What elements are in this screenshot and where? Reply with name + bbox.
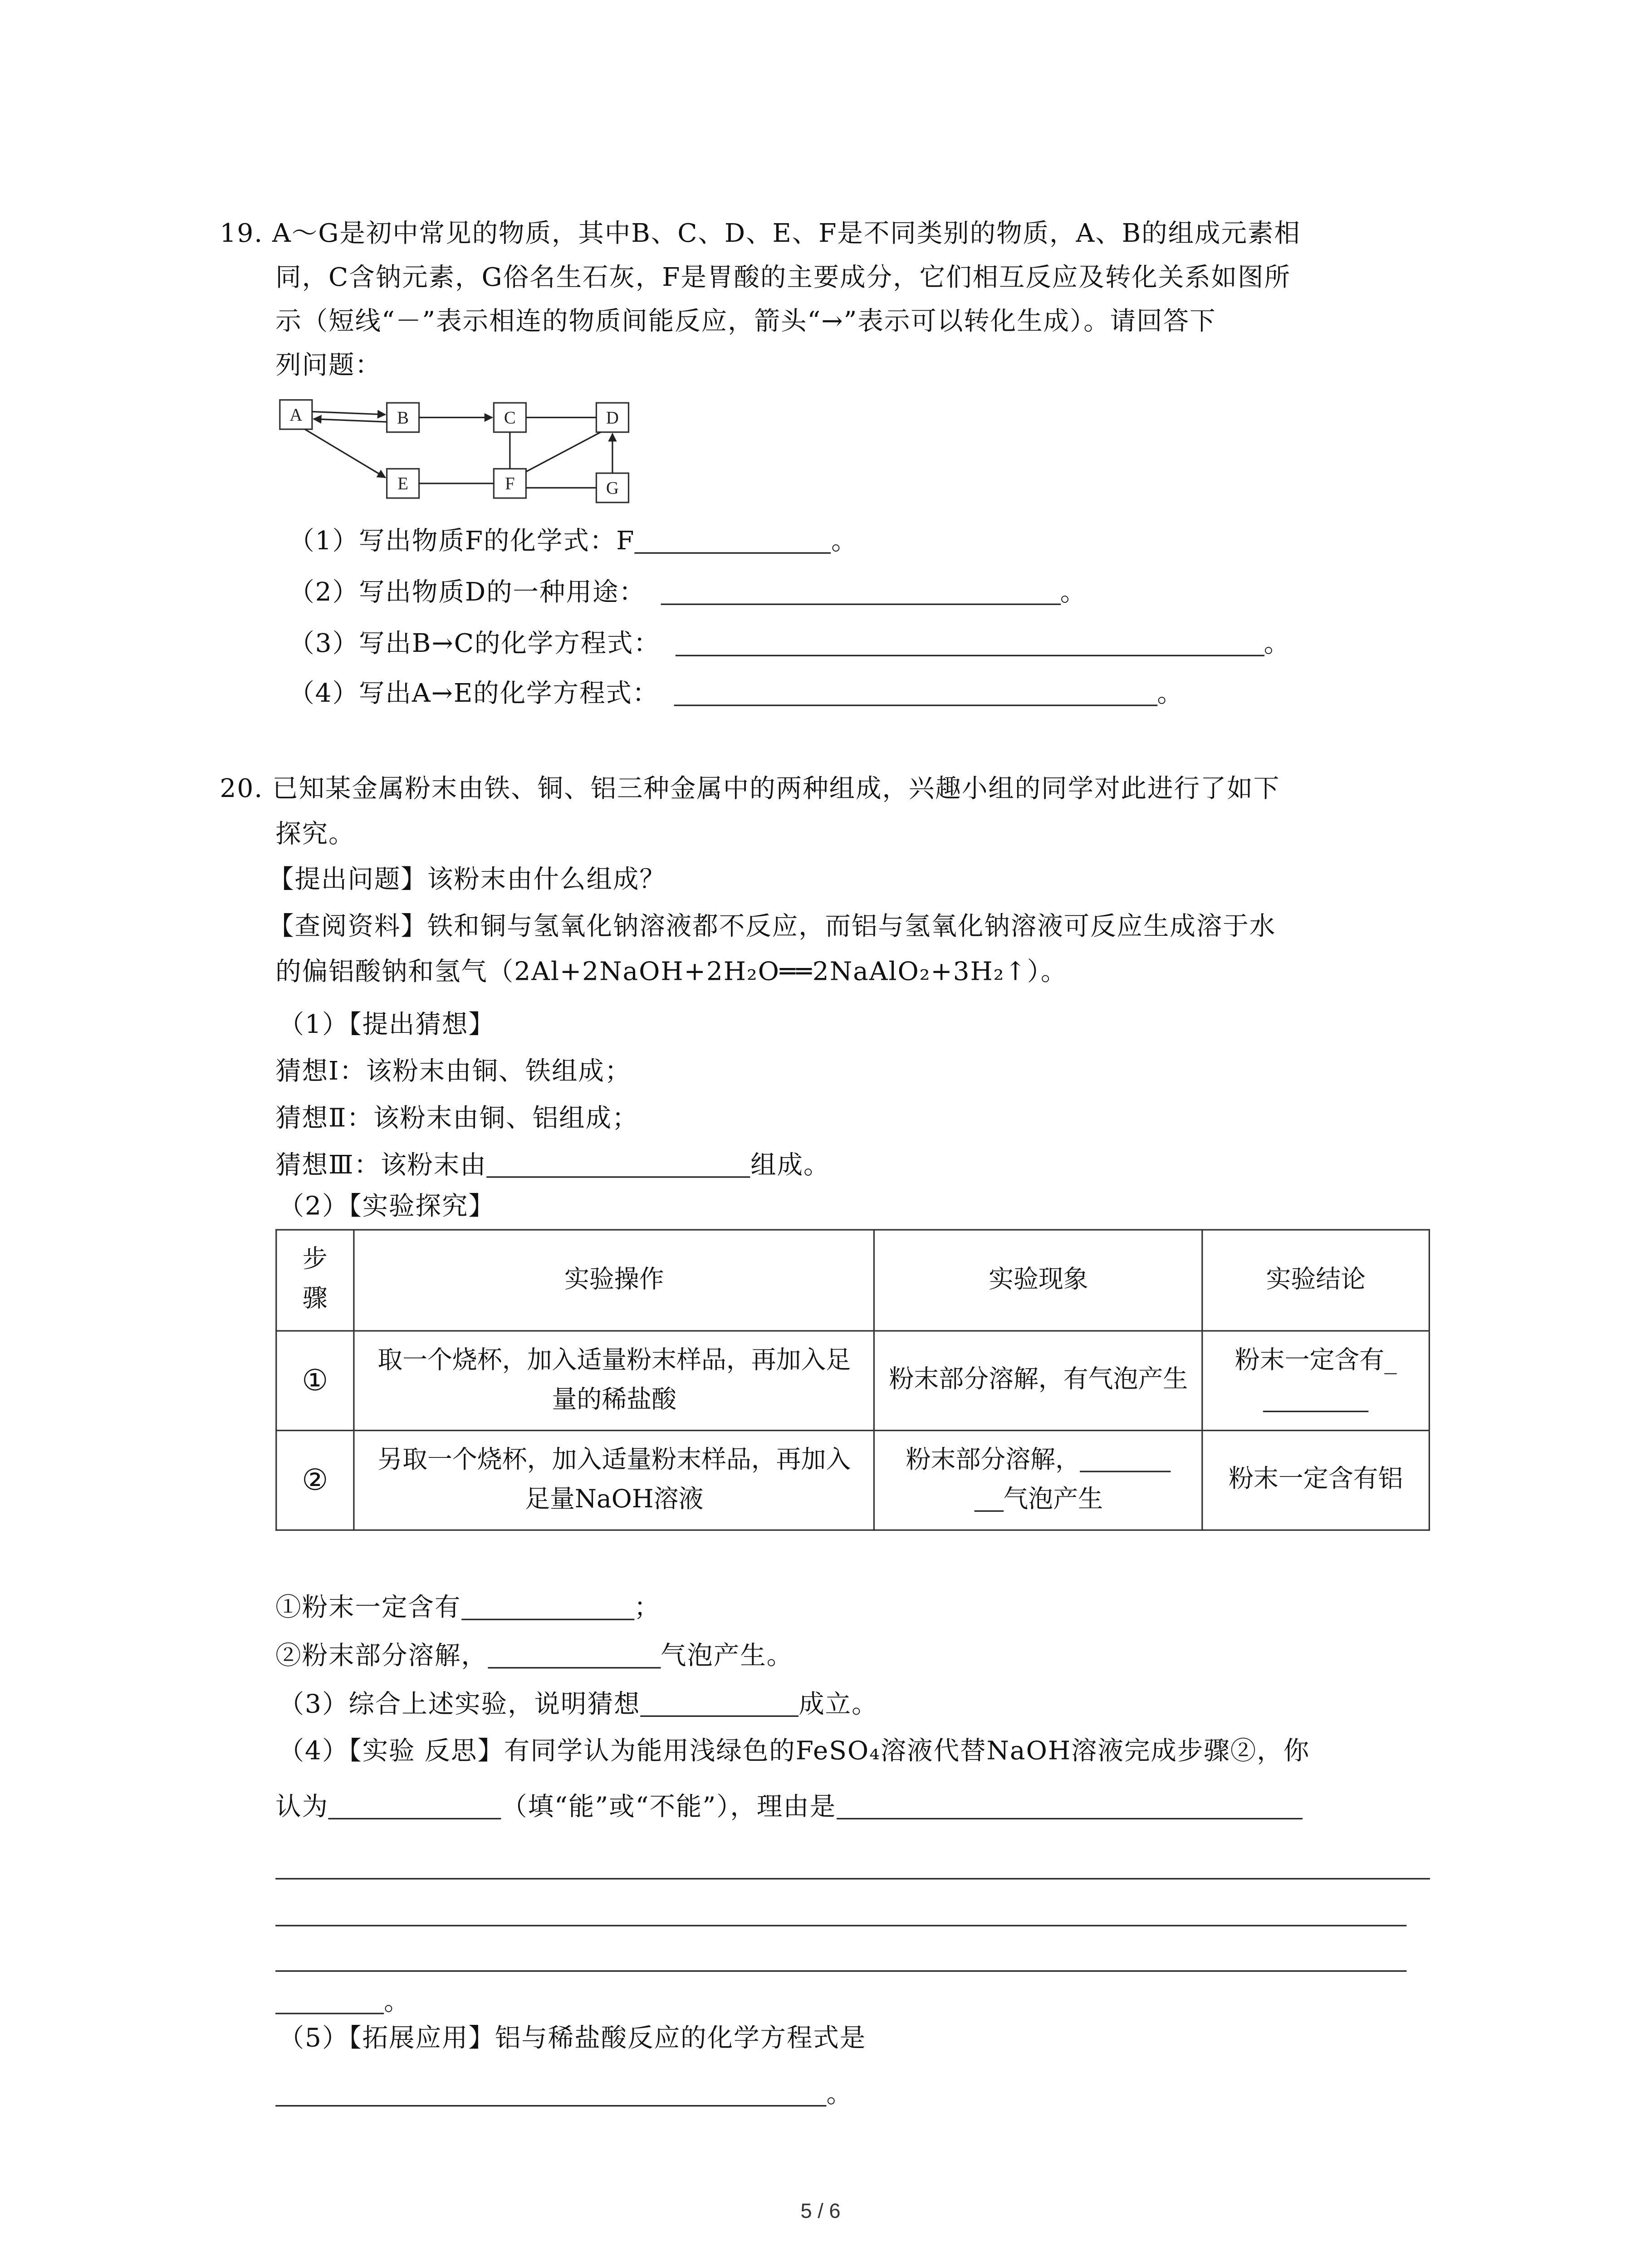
row-1-phenomenon: 粉末部分溶解，有气泡产生 xyxy=(875,1331,1202,1431)
q20-section-5-blank[interactable] xyxy=(275,2079,826,2107)
header-conclusion: 实验结论 xyxy=(1202,1230,1429,1331)
row-1-conclusion xyxy=(1202,1331,1429,1431)
answer-1-blank[interactable] xyxy=(461,1592,634,1620)
table-row xyxy=(276,1331,1430,1431)
period: 。 xyxy=(384,1988,411,2018)
row-1-conclusion-blank[interactable] xyxy=(1263,1383,1369,1411)
q19-line-2: 同，C含钠元素，G俗名生石灰，F是胃酸的主要成分，它们相互反应及转化关系如图所 xyxy=(275,264,1291,293)
q19-part-4-text: （4）写出A→E的化学方程式： xyxy=(289,679,659,709)
row-2-step: ② xyxy=(276,1431,354,1530)
row-2-phenomenon-text: 粉末部分溶解， xyxy=(906,1445,1080,1475)
q19-line-4: 列问题： xyxy=(275,352,382,381)
row-1-conclusion-text: 粉末一定含有_ xyxy=(1234,1345,1397,1375)
answer-2-blank[interactable] xyxy=(488,1641,661,1668)
node-f-label: F xyxy=(505,474,515,494)
guess-3-text: 猜想Ⅲ：该粉末由 xyxy=(275,1151,487,1181)
arrow-b-to-a xyxy=(314,419,387,422)
link-f-d xyxy=(526,432,601,472)
row-2-phenomenon-blank-b[interactable] xyxy=(974,1483,1004,1511)
answer-1-suffix: ； xyxy=(634,1593,661,1623)
q20-section-1: （1）【提出猜想】 xyxy=(278,1011,495,1040)
period: 。 xyxy=(1157,679,1184,709)
q20-section-4-answer-prefix: 认为 xyxy=(275,1793,329,1823)
row-1-operation: 取一个烧杯，加入适量粉末样品，再加入足量的稀盐酸 xyxy=(354,1331,875,1431)
table-header-row xyxy=(276,1230,1430,1331)
answer-rule-1[interactable] xyxy=(275,1878,1430,1879)
q20-info-1: 【查阅资料】铁和铜与氢氧化钠溶液都不反应，而铝与氢氧化钠溶液可反应生成溶于水 xyxy=(268,912,1276,942)
node-e-label: E xyxy=(397,474,408,494)
q20-section-5-answer xyxy=(275,2077,853,2112)
relationship-diagram xyxy=(273,393,654,510)
q20-section-4-answer xyxy=(275,1790,1430,1825)
q19-part-2 xyxy=(289,576,1087,611)
q20-section-5: （5）【拓展应用】铝与稀盐酸反应的化学方程式是 xyxy=(278,2024,867,2054)
answer-1 xyxy=(275,1591,661,1626)
q20-section-4-answer-text: （填“能”或“不能”），理由是 xyxy=(501,1793,837,1823)
row-2-operation: 另取一个烧杯，加入适量粉末样品，再加入足量NaOH溶液 xyxy=(354,1431,875,1530)
node-g-label: G xyxy=(606,478,619,498)
q19-part-4 xyxy=(289,677,1184,712)
experiment-table xyxy=(275,1229,1430,1531)
arrow-a-to-e xyxy=(305,429,386,478)
row-2-phenomenon-blank-a[interactable] xyxy=(1080,1444,1171,1471)
row-2-phenomenon xyxy=(875,1431,1202,1530)
answer-rule-3[interactable] xyxy=(275,1970,1406,1972)
q20-section-4-blank-a[interactable] xyxy=(328,1792,501,1819)
q20-info-2: 的偏铝酸钠和氢气（2Al+2NaOH+2H₂O══2NaAlO₂+3H₂↑）。 xyxy=(275,958,1068,987)
q19-line-3: 示（短线“－”表示相连的物质间能反应，箭头“→”表示可以转化生成）。请回答下 xyxy=(275,308,1216,337)
q19-part-4-blank[interactable] xyxy=(674,678,1157,706)
q20-section-3-text: （3）综合上述实验，说明猜想 xyxy=(278,1690,641,1720)
q19-part-1-blank[interactable] xyxy=(635,526,831,553)
q19-part-1-text: （1）写出物质F的化学式：F xyxy=(289,527,635,557)
q20-problem: 【提出问题】该粉末由什么组成？ xyxy=(268,865,666,895)
q20-section-4: （4）【实验 反思】有同学认为能用浅绿色的FeSO₄溶液代替NaOH溶液完成步骤②，你 xyxy=(278,1737,1310,1767)
guess-3-blank[interactable] xyxy=(487,1150,750,1178)
period: 。 xyxy=(831,527,858,557)
answer-rule-4-blank[interactable] xyxy=(275,1986,384,2014)
q19-part-3 xyxy=(289,627,1290,662)
q19-part-1 xyxy=(289,524,857,560)
node-c-label: C xyxy=(504,408,516,428)
node-d-label: D xyxy=(606,408,619,428)
row-2-conclusion: 粉末一定含有铝 xyxy=(1202,1431,1429,1530)
q20-section-3-suffix: 成立。 xyxy=(798,1690,878,1720)
q19-part-3-blank[interactable] xyxy=(675,628,1264,656)
q20-section-4-blank-b[interactable] xyxy=(836,1792,1302,1819)
q20-line-2: 探究。 xyxy=(275,820,355,850)
row-1-step: ① xyxy=(276,1331,354,1431)
q19-line-1: 19. A～G是初中常见的物质，其中B、C、D、E、F是不同类别的物质，A、B的组成元素相 xyxy=(220,220,1301,249)
guess-1: 猜想Ⅰ：该粉末由铜、铁组成； xyxy=(275,1057,632,1087)
answer-1-text: ①粉末一定含有 xyxy=(275,1593,461,1623)
answer-2-suffix: 气泡产生。 xyxy=(660,1642,794,1672)
node-a-label: A xyxy=(289,405,303,425)
q19-part-3-text: （3）写出B→C的化学方程式： xyxy=(289,630,661,660)
guess-3-suffix: 组成。 xyxy=(750,1151,830,1181)
period: 。 xyxy=(1264,630,1291,660)
guess-3 xyxy=(275,1149,830,1184)
header-phenomenon: 实验现象 xyxy=(875,1230,1202,1331)
row-2-phenomenon-suffix: 气泡产生 xyxy=(1003,1485,1103,1514)
q19-part-2-blank[interactable] xyxy=(660,577,1060,605)
page-number: 5 / 6 xyxy=(800,2199,841,2223)
period: 。 xyxy=(1060,578,1087,608)
node-b-label: B xyxy=(397,408,409,428)
q20-section-3-blank[interactable] xyxy=(640,1689,798,1717)
q20-section-2: （2）【实验探究】 xyxy=(278,1192,495,1222)
answer-2-text: ②粉末部分溶解， xyxy=(275,1642,488,1672)
q20-section-3 xyxy=(279,1687,878,1723)
period: 。 xyxy=(826,2080,853,2110)
answer-2 xyxy=(275,1639,793,1675)
arrow-a-to-b xyxy=(312,411,385,414)
answer-rule-4 xyxy=(275,1985,410,2020)
guess-2: 猜想Ⅱ：该粉末由铜、铝组成； xyxy=(275,1105,639,1134)
header-step: 步骤 xyxy=(276,1230,354,1331)
table-row xyxy=(276,1431,1430,1530)
header-operation: 实验操作 xyxy=(354,1230,875,1331)
answer-rule-2[interactable] xyxy=(275,1925,1406,1926)
q19-part-2-text: （2）写出物质D的一种用途： xyxy=(289,578,646,608)
q20-line-1: 20. 已知某金属粉末由铁、铜、铝三种金属中的两种组成，兴趣小组的同学对此进行了如下 xyxy=(220,775,1280,804)
